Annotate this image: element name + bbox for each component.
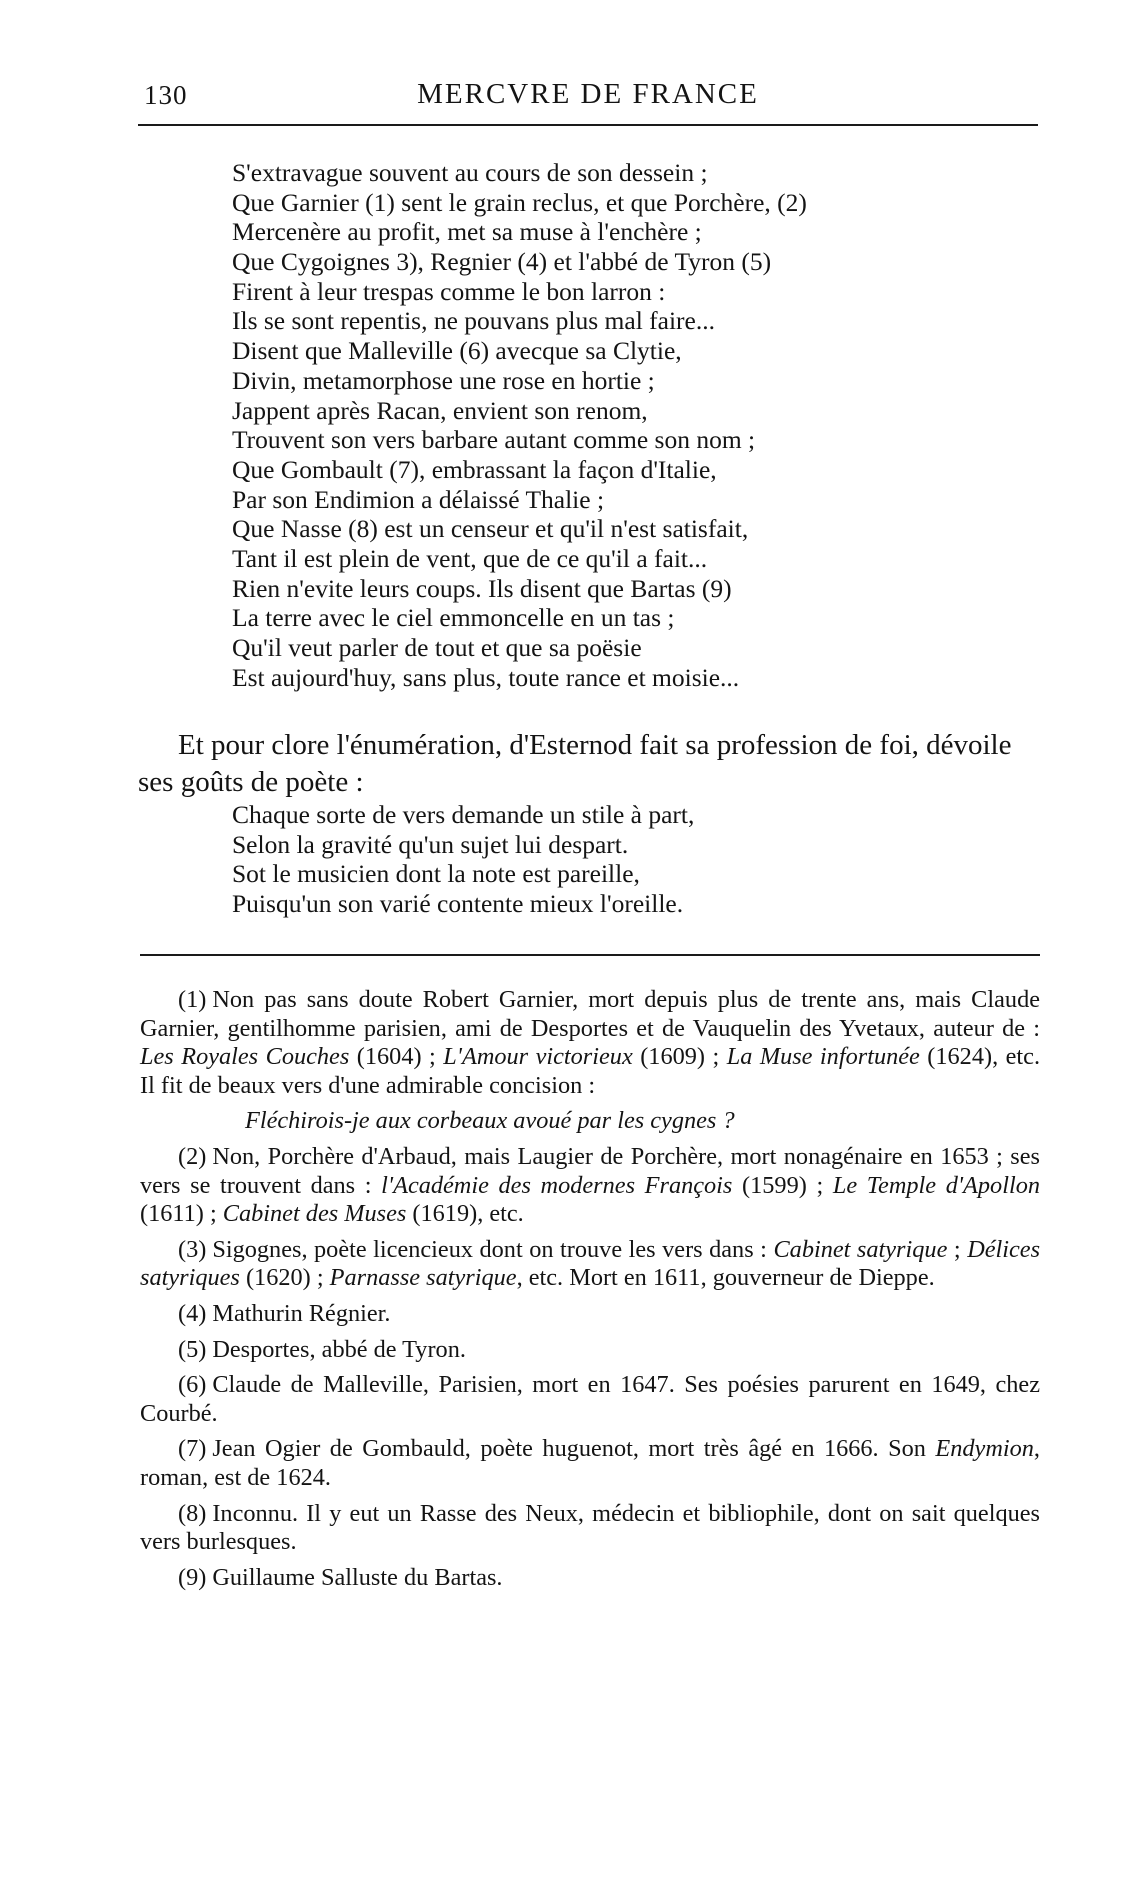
footnote-4: (4) Mathurin Régnier. (178, 1299, 391, 1327)
verse-line: S'extravague souvent au cours de son dessein ; (232, 158, 708, 187)
verse-line: Ils se sont repentis, ne pouvans plus mal faire... (232, 306, 715, 336)
page-number: 130 (144, 80, 188, 110)
verse-line: Que Nasse (8) est un censeur et qu'il n'est satisfait, (232, 514, 749, 544)
footnote-8: (8) Inconnu. Il y eut un Rasse des Neux, médecin et bibliophile, dont on sait quelques vers burlesques. (140, 1499, 1040, 1556)
verse-line: Mercenère au profit, met sa muse à l'enchère ; (232, 217, 702, 247)
work-title: Parnasse satyrique (329, 1264, 517, 1292)
verse-line: Trouvent son vers barbare autant comme son nom ; (232, 425, 756, 455)
footnote-1: (1) Non pas sans doute Robert Garnier, mort depuis plus de trente ans, mais Claude Garnier, gentilhomme parisien, ami de Desportes et de Vauquelin des Yvetaux, auteur de : Les Royales Couches (1604) ; L'Amour victorieux (1609) ; La Muse infortunée (1624), etc. Il fit de beaux vers d'une admirable concision : (140, 986, 1041, 1099)
footnote-number: (3) (178, 1235, 207, 1263)
footnote-number: (7) (178, 1435, 207, 1463)
footnote-2: (2) Non, Porchère d'Arbaud, mais Laugier de Porchère, mort nonagénaire en 1653 ; ses vers se trouvent dans : l'Académie des modernes François (1599) ; Le Temple d'Apollon (1611) ; Cabinet des Muses (1619), etc. (140, 1142, 1040, 1228)
verse-line: Sot le musicien dont la note est pareille, (232, 859, 640, 889)
footnote-5: (5) Desportes, abbé de Tyron. (178, 1335, 466, 1363)
paragraph-text: Et pour clore l'énumération, d'Esternod fait sa profession de foi, dévoile ses goûts de poète : (138, 729, 1012, 798)
footnote-3: (3) Sigognes, poète licencieux dont on trouve les vers dans : Cabinet satyrique ; Délices satyriques (1620) ; Parnasse satyrique, etc. Mort en 1611, gouverneur de Dieppe. (140, 1235, 1041, 1292)
verse-line: La terre avec le ciel emmoncelle en un tas ; (232, 603, 675, 633)
work-title: Les Royales Couches (140, 1043, 350, 1071)
work-title: Délices satyriques (140, 1235, 1041, 1292)
footnotes-rule (140, 954, 1040, 956)
work-title: La Muse infortunée (726, 1043, 920, 1071)
footnote-number: (6) (178, 1371, 207, 1399)
footnote-9: (9) Guillaume Salluste du Bartas. (178, 1563, 503, 1591)
verse-line: Par son Endimion a délaissé Thalie ; (232, 484, 605, 514)
verse-line: Chaque sorte de vers demande un stile à part, (232, 800, 695, 829)
running-title: MERCVRE DE FRANCE (417, 78, 759, 110)
quoted-verse: Fléchirois-je aux corbeaux avoué par les cygnes ? (245, 1107, 735, 1135)
work-title: L'Amour victorieux (443, 1043, 633, 1071)
verse-line: Rien n'evite leurs coups. Ils disent que Bartas (9) (232, 573, 732, 603)
verse-line: Que Cygoignes 3), Regnier (4) et l'abbé de Tyron (5) (232, 247, 772, 277)
verse-line: Tant il est plein de vent, que de ce qu'il a fait... (232, 543, 708, 573)
verse-line: Disent que Malleville (6) avecque sa Clytie, (232, 336, 682, 366)
footnote-number: (5) (178, 1335, 207, 1363)
footnote-6: (6) Claude de Malleville, Parisien, mort en 1647. Ses poésies parurent en 1649, chez Courbé. (140, 1371, 1040, 1427)
verse-line: Selon la gravité qu'un sujet lui despart. (232, 829, 629, 859)
footnote-number: (8) (178, 1499, 207, 1527)
work-title: Le Temple d'Apollon (832, 1171, 1040, 1199)
footnote-number: (4) (178, 1299, 207, 1327)
footnote-number: (1) (178, 986, 207, 1013)
verse-line: Est aujourd'huy, sans plus, toute rance et moisie... (232, 662, 740, 692)
footnote-7: (7) Jean Ogier de Gombauld, poète huguenot, mort très âgé en 1666. Son Endymion, roman, est de 1624. (140, 1435, 1040, 1491)
footnote-number: (2) (178, 1142, 207, 1170)
work-title: Cabinet des Muses (222, 1200, 407, 1228)
page-header (138, 72, 1038, 116)
footnotes (140, 986, 1040, 1599)
verse-line: Puisqu'un son varié contente mieux l'oreille. (232, 889, 684, 919)
verse-quotation (232, 158, 807, 692)
work-title: Cabinet satyrique (773, 1235, 948, 1263)
prose-paragraph (138, 727, 1038, 801)
verse-line: Que Gombault (7), embrassant la façon d'Italie, (232, 454, 717, 484)
verse-line: Qu'il veut parler de tout et que sa poësie (232, 633, 642, 662)
footnote-number: (9) (178, 1563, 207, 1591)
header-rule (138, 124, 1038, 126)
verse-line: Jappent après Racan, envient son renom, (232, 395, 648, 425)
verse-line: Firent à leur trespas comme le bon larron : (232, 276, 666, 306)
verse-quotation-2 (232, 800, 694, 919)
work-title: l'Académie des modernes François (381, 1171, 733, 1199)
verse-line: Que Garnier (1) sent le grain reclus, et que Porchère, (2) (232, 187, 807, 217)
verse-line: Divin, metamorphose une rose en hortie ; (232, 365, 655, 395)
work-title: Endymion (935, 1435, 1034, 1463)
